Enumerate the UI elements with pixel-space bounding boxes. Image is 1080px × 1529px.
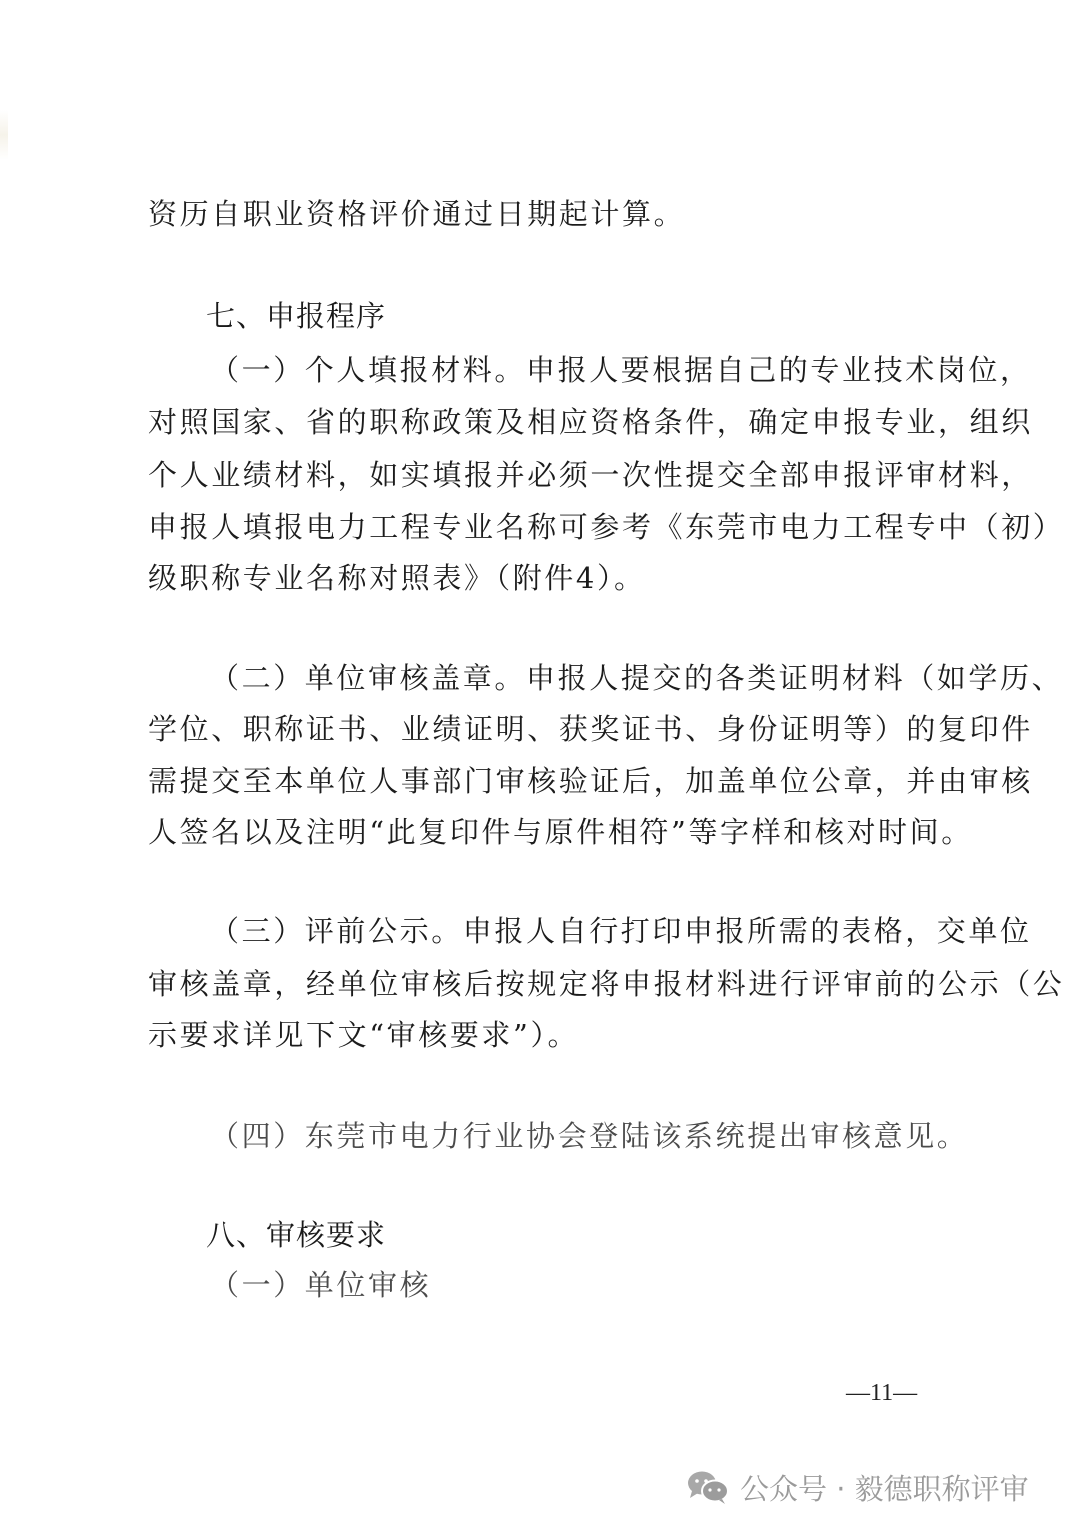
item-3-line-1: （三）评前公示。申报人自行打印申报所需的表格，交单位 [210,914,1032,948]
item-3-line-2: 审核盖章，经单位审核后按规定将申报材料进行评审前的公示（公 [148,967,1065,1001]
watermark-text: 公众号 · 毅德职称评审 [740,1471,1029,1506]
item-2-line-4: 人签名以及注明“此复印件与原件相符”等字样和核对时间。 [148,815,973,849]
section-7-heading: 七、申报程序 [206,299,387,333]
item-1-line-2: 对照国家、省的职称政策及相应资格条件，确定申报专业，组织 [148,405,1033,439]
wechat-icon [686,1469,730,1505]
item-1-line-1: （一）个人填报材料。申报人要根据自己的专业技术岗位， [210,353,1032,387]
section-8-sub-heading: （一）单位审核 [210,1268,432,1302]
item-2-line-2: 学位、职称证书、业绩证明、获奖证书、身份证明等）的复印件 [148,712,1033,746]
item-4-line-1: （四）东莞市电力行业协会登陆该系统提出审核意见。 [210,1119,969,1153]
watermark [686,1462,1029,1512]
scan-artifact [0,110,8,160]
section-8-heading: 八、审核要求 [206,1218,387,1252]
item-2-line-1: （二）单位审核盖章。申报人提交的各类证明材料（如学历、 [210,661,1064,695]
page-number: —11— [846,1380,918,1406]
continuation-line: 资历自职业资格评价通过日期起计算。 [148,197,686,231]
item-1-line-3: 个人业绩材料，如实填报并必须一次性提交全部申报评审材料， [148,458,1033,492]
item-1-line-4: 申报人填报电力工程专业名称可参考《东莞市电力工程专中（初） [148,510,1065,544]
item-3-line-3: 示要求详见下文“审核要求”）。 [148,1018,580,1052]
item-1-line-5: 级职称专业名称对照表》（附件4）。 [148,561,646,595]
item-2-line-3: 需提交至本单位人事部门审核验证后，加盖单位公章，并由审核 [148,764,1033,798]
